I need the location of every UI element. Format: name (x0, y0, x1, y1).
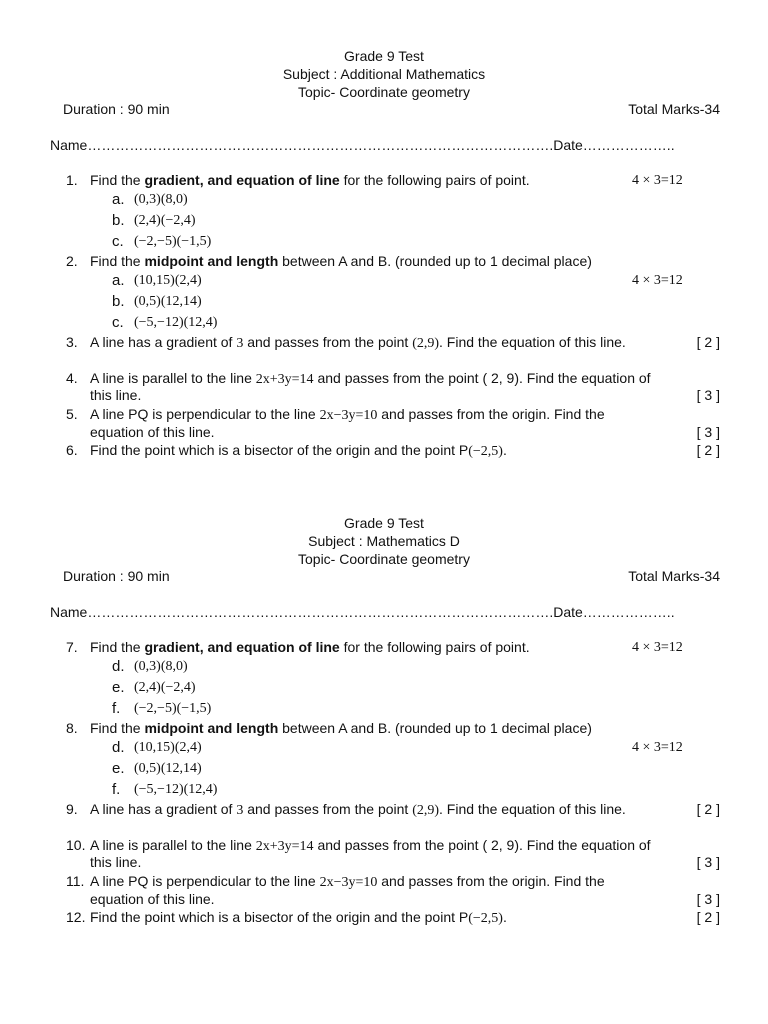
marks: [ 2 ] (696, 801, 720, 817)
total-marks: Total Marks-34 (628, 568, 720, 584)
subject-line: Subject : Mathematics D (308, 533, 460, 549)
marks: [ 3 ] (696, 424, 720, 440)
question-text: Find the midpoint and length between A and B. (rounded up to 1 decimal place) (90, 253, 592, 269)
subject-line: Subject : Additional Mathematics (282, 66, 486, 82)
marks: [ 2 ] (696, 442, 720, 458)
name-date-line: Name……………………………………………………………………………………….Date……………….. (50, 137, 675, 153)
test-title: Grade 9 Test (344, 48, 424, 64)
question-number: 7. (66, 639, 78, 655)
marks: [ 3 ] (696, 854, 720, 870)
question-score: 4 × 3=12 (632, 273, 683, 288)
question-score: 4 × 3=12 (632, 640, 683, 655)
topic-line: Topic- Coordinate geometry (298, 84, 470, 100)
question-text: Find the midpoint and length between A and B. (rounded up to 1 decimal place) (90, 720, 592, 736)
total-marks: Total Marks-34 (628, 101, 720, 117)
question-number: 8. (66, 720, 78, 736)
question-number: 1. (66, 172, 78, 188)
duration: Duration : 90 min (63, 568, 170, 584)
test-title: Grade 9 Test (344, 515, 424, 531)
question-text: Find the gradient, and equation of line for the following pairs of point. (90, 639, 530, 655)
name-date-line: Name……………………………………………………………………………………….Date……………….. (50, 604, 675, 620)
marks: [ 2 ] (696, 909, 720, 925)
marks: [ 3 ] (696, 387, 720, 403)
question-score: 4 × 3=12 (632, 740, 683, 755)
marks: [ 2 ] (696, 334, 720, 350)
duration: Duration : 90 min (63, 101, 170, 117)
topic-line: Topic- Coordinate geometry (298, 551, 470, 567)
question-text: Find the gradient, and equation of line for the following pairs of point. (90, 172, 530, 188)
marks: [ 3 ] (696, 891, 720, 907)
question-score: 4 × 3=12 (632, 173, 683, 188)
question-number: 2. (66, 253, 78, 269)
